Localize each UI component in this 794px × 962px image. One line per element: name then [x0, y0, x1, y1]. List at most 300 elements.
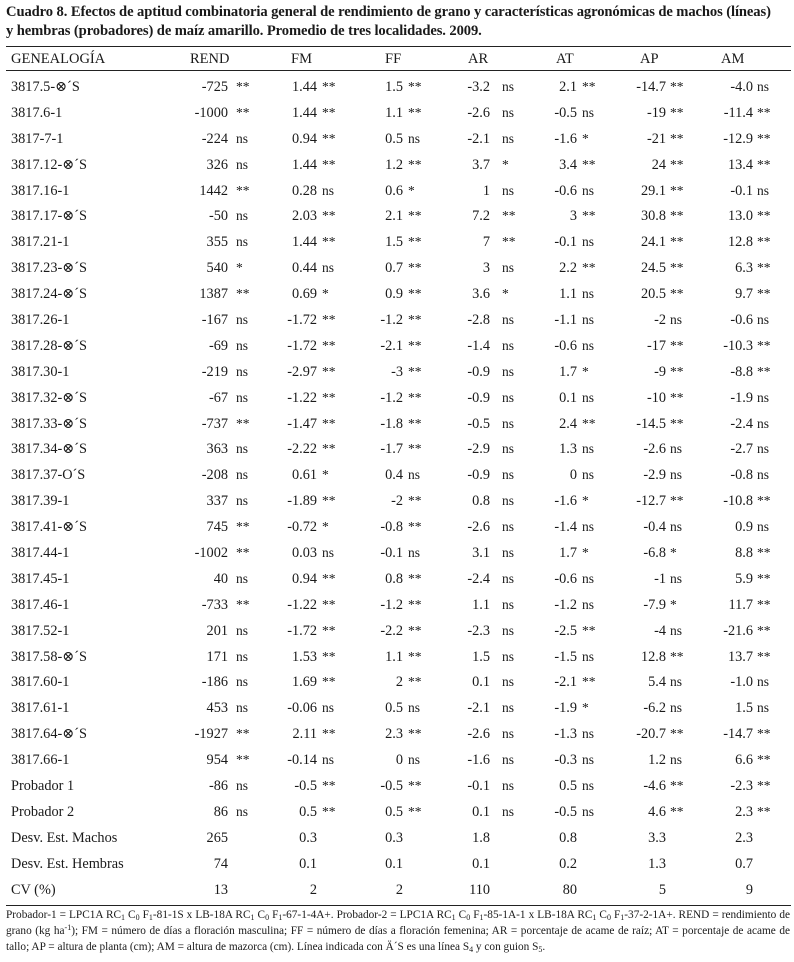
value-cell: -1.72	[287, 312, 317, 329]
table-row	[0, 74, 794, 100]
value-cell: -0.1	[467, 778, 490, 795]
value-cell: 2	[395, 881, 403, 898]
significance-cell: ns	[582, 467, 595, 483]
value-cell: -725	[201, 79, 228, 95]
table-row	[0, 618, 794, 644]
significance-cell: **	[322, 156, 336, 172]
value-cell: -1.0	[730, 674, 753, 691]
significance-cell: ns	[502, 312, 515, 328]
value-cell: 2.3	[735, 829, 753, 846]
footnote-text: C	[125, 909, 136, 921]
footnote-text: F	[470, 909, 480, 921]
value-cell: -0.3	[554, 752, 577, 769]
significance-cell: **	[408, 519, 422, 535]
value-cell: -2.4	[467, 570, 490, 587]
value-cell: 3.6	[472, 286, 490, 303]
significance-cell: ns	[502, 389, 515, 405]
significance-cell: ns	[236, 493, 249, 509]
significance-cell: ns	[502, 519, 515, 535]
value-cell: -0.5	[294, 778, 317, 795]
value-cell: -0.6	[554, 337, 577, 354]
footnote-sub: 1	[451, 913, 456, 922]
significance-cell: ns	[502, 337, 515, 353]
table-row	[0, 462, 794, 488]
footnote-sub: 1	[620, 913, 625, 922]
significance-cell: ns	[582, 596, 595, 612]
value-cell: -21	[646, 130, 666, 147]
table-row	[0, 255, 794, 281]
significance-cell: **	[408, 726, 422, 742]
value-cell: 1.3	[559, 441, 577, 458]
value-cell: -2.97	[287, 363, 317, 380]
genealogia-cell: 3817.66-1	[11, 752, 70, 769]
value-cell: -0.6	[730, 312, 753, 329]
significance-cell: **	[757, 545, 771, 561]
value-cell: 74	[213, 855, 228, 872]
significance-cell: ns	[502, 493, 515, 509]
significance-cell: **	[408, 363, 422, 379]
significance-cell: **	[757, 778, 771, 794]
significance-cell: **	[322, 803, 336, 819]
genealogia-cell: 3817.16-1	[11, 182, 70, 199]
table-row	[0, 152, 794, 178]
genealogia-cell: CV (%)	[11, 881, 56, 898]
significance-cell: ns	[236, 234, 249, 250]
value-cell: 24.5	[640, 260, 666, 277]
value-cell: -219	[201, 363, 228, 380]
footnote-sub: 5	[538, 945, 543, 954]
value-cell: 0.1	[299, 855, 317, 872]
significance-cell: **	[322, 622, 336, 638]
significance-cell: ns	[502, 674, 515, 690]
value-cell: -0.8	[730, 467, 753, 484]
significance-cell: **	[502, 208, 516, 224]
significance-cell: **	[322, 726, 336, 742]
value-cell: -50	[208, 208, 228, 225]
table-row	[0, 877, 794, 903]
value-cell: -4	[654, 622, 666, 639]
value-cell: 5.4	[648, 674, 666, 691]
value-cell: -1.2	[554, 596, 577, 613]
significance-cell: *	[670, 545, 677, 561]
value-cell: 3.3	[648, 829, 666, 846]
value-cell: -1.9	[730, 389, 753, 406]
significance-cell: ns	[236, 312, 249, 328]
genealogia-cell: 3817.17-⊗´S	[11, 208, 87, 225]
significance-cell: *	[408, 182, 415, 198]
significance-cell: **	[670, 104, 684, 120]
significance-cell: ns	[236, 130, 249, 146]
significance-cell: ns	[322, 545, 335, 561]
significance-cell: **	[582, 208, 596, 224]
value-cell: -14.7	[723, 726, 753, 743]
table-caption	[6, 3, 790, 41]
table-row	[0, 799, 794, 825]
significance-cell: **	[757, 156, 771, 172]
significance-cell: ns	[236, 803, 249, 819]
value-cell: 2	[395, 674, 403, 691]
significance-cell: **	[670, 260, 684, 276]
value-cell: -2.1	[467, 130, 490, 147]
value-cell: 0.1	[472, 803, 490, 820]
value-cell: 1.1	[385, 104, 403, 121]
significance-cell: **	[582, 260, 596, 276]
value-cell: -167	[201, 312, 228, 329]
value-cell: -1.4	[554, 519, 577, 536]
value-cell: -4.6	[643, 778, 666, 795]
table-row	[0, 514, 794, 540]
value-cell: 9.7	[735, 286, 753, 303]
significance-cell: **	[322, 415, 336, 431]
value-cell: -10.8	[723, 493, 753, 510]
significance-cell: **	[322, 208, 336, 224]
significance-cell: **	[582, 415, 596, 431]
value-cell: -2.1	[467, 700, 490, 717]
significance-cell: ns	[757, 182, 770, 198]
significance-cell: **	[670, 130, 684, 146]
value-cell: -0.4	[643, 519, 666, 536]
significance-cell: ns	[582, 104, 595, 120]
genealogia-cell: 3817.6-1	[11, 104, 63, 121]
genealogia-cell: Probador 1	[11, 778, 75, 795]
significance-cell: **	[670, 182, 684, 198]
significance-cell: ns	[502, 622, 515, 638]
significance-cell: ns	[236, 208, 249, 224]
value-cell: -8.8	[730, 363, 753, 380]
footnote-text: y con guion S	[473, 941, 539, 953]
table-row	[0, 773, 794, 799]
value-cell: 2.4	[559, 415, 577, 432]
value-cell: 40	[213, 570, 228, 587]
significance-cell: ns	[236, 363, 249, 379]
significance-cell: **	[757, 337, 771, 353]
significance-cell: **	[757, 286, 771, 302]
significance-cell: **	[670, 415, 684, 431]
caption-line-1: Cuadro 8. Efectos de aptitud combinatoria general de rendimiento de grano y características agronómicas de machos (líneas)	[6, 4, 771, 20]
significance-cell: **	[502, 234, 516, 250]
significance-cell: **	[408, 803, 422, 819]
value-cell: -0.8	[380, 519, 403, 536]
header-ap: AP	[640, 51, 659, 67]
value-cell: -3.2	[467, 79, 490, 95]
value-cell: 1.2	[385, 156, 403, 173]
genealogia-cell: 3817.26-1	[11, 312, 70, 329]
significance-cell: ns	[582, 286, 595, 302]
value-cell: 7.2	[472, 208, 490, 225]
significance-cell: **	[408, 260, 422, 276]
footnote-text: Probador-1 = LPC1A RC	[6, 909, 122, 921]
significance-cell: ns	[408, 467, 421, 483]
significance-cell: **	[322, 596, 336, 612]
value-cell: 0.69	[291, 286, 317, 303]
value-cell: -21.6	[723, 622, 753, 639]
significance-cell: ns	[236, 648, 249, 664]
value-cell: -86	[208, 778, 228, 795]
genealogia-cell: 3817.45-1	[11, 570, 70, 587]
significance-cell: **	[322, 441, 336, 457]
table-row	[0, 126, 794, 152]
value-cell: 1.7	[559, 545, 577, 562]
significance-cell: **	[757, 648, 771, 664]
value-cell: 24	[651, 156, 666, 173]
value-cell: 0.4	[385, 467, 403, 484]
genealogia-cell: 3817.30-1	[11, 363, 70, 380]
significance-cell: ns	[408, 130, 421, 146]
value-cell: -737	[201, 415, 228, 432]
value-cell: -2.3	[730, 778, 753, 795]
significance-cell: **	[236, 182, 250, 198]
footnote-text: -85-1A-1 x LB-18A RC	[483, 909, 593, 921]
significance-cell: **	[408, 312, 422, 328]
value-cell: -0.9	[467, 389, 490, 406]
significance-cell: ns	[236, 441, 249, 457]
value-cell: -12.9	[723, 130, 753, 147]
significance-cell: **	[757, 260, 771, 276]
significance-cell: **	[408, 622, 422, 638]
value-cell: 1.53	[291, 648, 317, 665]
value-cell: 5.9	[735, 570, 753, 587]
value-cell: 337	[206, 493, 228, 510]
significance-cell: **	[322, 234, 336, 250]
significance-cell: ns	[582, 182, 595, 198]
significance-cell: ns	[502, 778, 515, 794]
value-cell: -1.7	[380, 441, 403, 458]
value-cell: -1.2	[380, 389, 403, 406]
value-cell: 1.44	[291, 79, 317, 95]
significance-cell: **	[408, 389, 422, 405]
significance-cell: **	[408, 674, 422, 690]
value-cell: 1	[482, 182, 490, 199]
significance-cell: ns	[757, 700, 770, 716]
significance-cell: ns	[502, 182, 515, 198]
significance-cell: *	[502, 286, 509, 302]
significance-cell: ns	[670, 752, 683, 768]
significance-cell: **	[670, 79, 684, 94]
value-cell: 2.03	[291, 208, 317, 225]
value-cell: -0.5	[554, 803, 577, 820]
value-cell: 1.2	[648, 752, 666, 769]
value-cell: -0.5	[467, 415, 490, 432]
significance-cell: **	[322, 648, 336, 664]
genealogia-cell: 3817.52-1	[11, 622, 70, 639]
value-cell: 1.44	[291, 104, 317, 121]
genealogia-cell: 3817-7-1	[11, 130, 64, 147]
value-cell: 1.1	[559, 286, 577, 303]
significance-cell: **	[670, 803, 684, 819]
significance-cell: **	[757, 752, 771, 768]
significance-cell: **	[322, 130, 336, 146]
significance-cell: **	[236, 415, 250, 431]
value-cell: -2.6	[467, 726, 490, 743]
significance-cell: **	[582, 622, 596, 638]
significance-cell: **	[322, 337, 336, 353]
significance-cell: **	[408, 337, 422, 353]
value-cell: 0.8	[472, 493, 490, 510]
significance-cell: **	[236, 596, 250, 612]
significance-cell: ns	[670, 312, 683, 328]
value-cell: -14.7	[636, 79, 666, 95]
table-row	[0, 436, 794, 462]
significance-cell: ns	[502, 803, 515, 819]
value-cell: 5	[658, 881, 666, 898]
footnote-sub: 1	[278, 913, 283, 922]
header-rend: REND	[190, 51, 230, 67]
significance-cell: **	[408, 596, 422, 612]
significance-cell: ns	[582, 389, 595, 405]
significance-cell: **	[670, 337, 684, 353]
value-cell: 0.61	[291, 467, 317, 484]
significance-cell: **	[408, 648, 422, 664]
value-cell: -0.5	[554, 104, 577, 121]
value-cell: 265	[206, 829, 228, 846]
value-cell: -2.6	[467, 519, 490, 536]
value-cell: -1.22	[287, 596, 317, 613]
value-cell: -1.72	[287, 337, 317, 354]
significance-cell: **	[670, 156, 684, 172]
significance-cell: ns	[502, 467, 515, 483]
value-cell: -0.5	[380, 778, 403, 795]
significance-cell: **	[408, 208, 422, 224]
genealogia-cell: 3817.21-1	[11, 234, 70, 251]
significance-cell: **	[757, 130, 771, 146]
significance-cell: **	[408, 778, 422, 794]
significance-cell: *	[582, 130, 589, 146]
footnote-text: C	[455, 909, 467, 921]
value-cell: 201	[206, 622, 228, 639]
value-cell: 7	[482, 234, 490, 251]
value-cell: -6.2	[643, 700, 666, 717]
value-cell: -1.6	[554, 493, 577, 510]
value-cell: 13.0	[727, 208, 753, 225]
table-row	[0, 566, 794, 592]
footnote-sup: -1	[64, 923, 72, 932]
table-row	[0, 851, 794, 877]
footnote-sub: 0	[265, 913, 270, 922]
significance-cell: ns	[670, 700, 683, 716]
significance-cell: **	[582, 674, 596, 690]
footnote-sub: 1	[148, 913, 153, 922]
value-cell: -0.6	[554, 570, 577, 587]
significance-cell: *	[322, 467, 329, 483]
value-cell: -2	[391, 493, 403, 510]
value-cell: 0.5	[385, 803, 403, 820]
footnote-sub: 1	[250, 913, 255, 922]
footnote-text: C	[596, 909, 607, 921]
value-cell: 1.1	[385, 648, 403, 665]
value-cell: -2.1	[380, 337, 403, 354]
value-cell: 0.6	[385, 182, 403, 199]
genealogia-cell: 3817.32-⊗´S	[11, 389, 87, 406]
genealogia-cell: 3817.33-⊗´S	[11, 415, 87, 432]
value-cell: -1.22	[287, 389, 317, 406]
genealogia-cell: 3817.60-1	[11, 674, 70, 691]
genealogia-cell: 3817.5-⊗´S	[11, 79, 80, 95]
value-cell: 1.5	[735, 700, 753, 717]
significance-cell: **	[236, 286, 250, 302]
significance-cell: **	[236, 79, 250, 94]
value-cell: -0.1	[730, 182, 753, 199]
value-cell: 2.11	[292, 726, 317, 743]
value-cell: 3.1	[472, 545, 490, 562]
footnote-sub: 1	[479, 913, 484, 922]
genealogia-cell: 3817.28-⊗´S	[11, 337, 87, 354]
value-cell: -1927	[194, 726, 228, 743]
table-header	[0, 48, 794, 70]
value-cell: 0.7	[735, 855, 753, 872]
significance-cell: *	[582, 363, 589, 379]
significance-cell: **	[408, 79, 422, 94]
value-cell: 12.8	[640, 648, 666, 665]
significance-cell: ns	[670, 570, 683, 586]
significance-cell: **	[757, 596, 771, 612]
value-cell: 0.1	[385, 855, 403, 872]
significance-cell: ns	[322, 260, 335, 276]
significance-cell: **	[670, 726, 684, 742]
value-cell: 1.69	[291, 674, 317, 691]
significance-cell: **	[757, 726, 771, 742]
value-cell: 1.5	[385, 234, 403, 251]
value-cell: 0.8	[559, 829, 577, 846]
value-cell: -14.5	[636, 415, 666, 432]
significance-cell: **	[582, 79, 596, 94]
value-cell: 0	[395, 752, 403, 769]
significance-cell: ns	[757, 519, 770, 535]
value-cell: -2.6	[467, 104, 490, 121]
table-row	[0, 229, 794, 255]
value-cell: 453	[206, 700, 228, 717]
footnote-text: .	[542, 941, 546, 953]
significance-cell: ns	[582, 752, 595, 768]
bottom-rule	[6, 905, 791, 906]
significance-cell: **	[670, 493, 684, 509]
genealogia-cell: 3817.37-O´S	[11, 467, 86, 484]
value-cell: -0.1	[380, 545, 403, 562]
significance-cell: **	[757, 622, 771, 638]
significance-cell: ns	[582, 441, 595, 457]
table-footnote	[6, 907, 790, 955]
significance-cell: *	[322, 519, 329, 535]
header-am: AM	[721, 51, 745, 67]
table-row	[0, 411, 794, 437]
significance-cell: **	[408, 441, 422, 457]
value-cell: 0.5	[299, 803, 317, 820]
value-cell: 0.03	[291, 545, 317, 562]
footnote-text: C	[254, 909, 266, 921]
genealogia-cell: 3817.34-⊗´S	[11, 441, 87, 458]
footnote-sub: 0	[606, 913, 611, 922]
value-cell: -1.1	[554, 312, 577, 329]
value-cell: -733	[201, 596, 228, 613]
header-ff: FF	[385, 51, 402, 67]
table-row	[0, 540, 794, 566]
genealogia-cell: Probador 2	[11, 803, 75, 820]
value-cell: -1.5	[554, 648, 577, 665]
value-cell: -1.4	[467, 337, 490, 354]
table-row	[0, 385, 794, 411]
significance-cell: **	[670, 648, 684, 664]
significance-cell: ns	[408, 752, 421, 768]
value-cell: -186	[201, 674, 228, 691]
genealogia-cell: 3817.24-⊗´S	[11, 286, 87, 303]
significance-cell: *	[322, 286, 329, 302]
significance-cell: ns	[757, 389, 770, 405]
value-cell: -224	[201, 130, 228, 147]
value-cell: -2.22	[287, 441, 317, 458]
significance-cell: ns	[502, 545, 515, 561]
value-cell: 0.8	[385, 570, 403, 587]
value-cell: 13	[213, 881, 228, 898]
value-cell: 12.8	[727, 234, 753, 251]
